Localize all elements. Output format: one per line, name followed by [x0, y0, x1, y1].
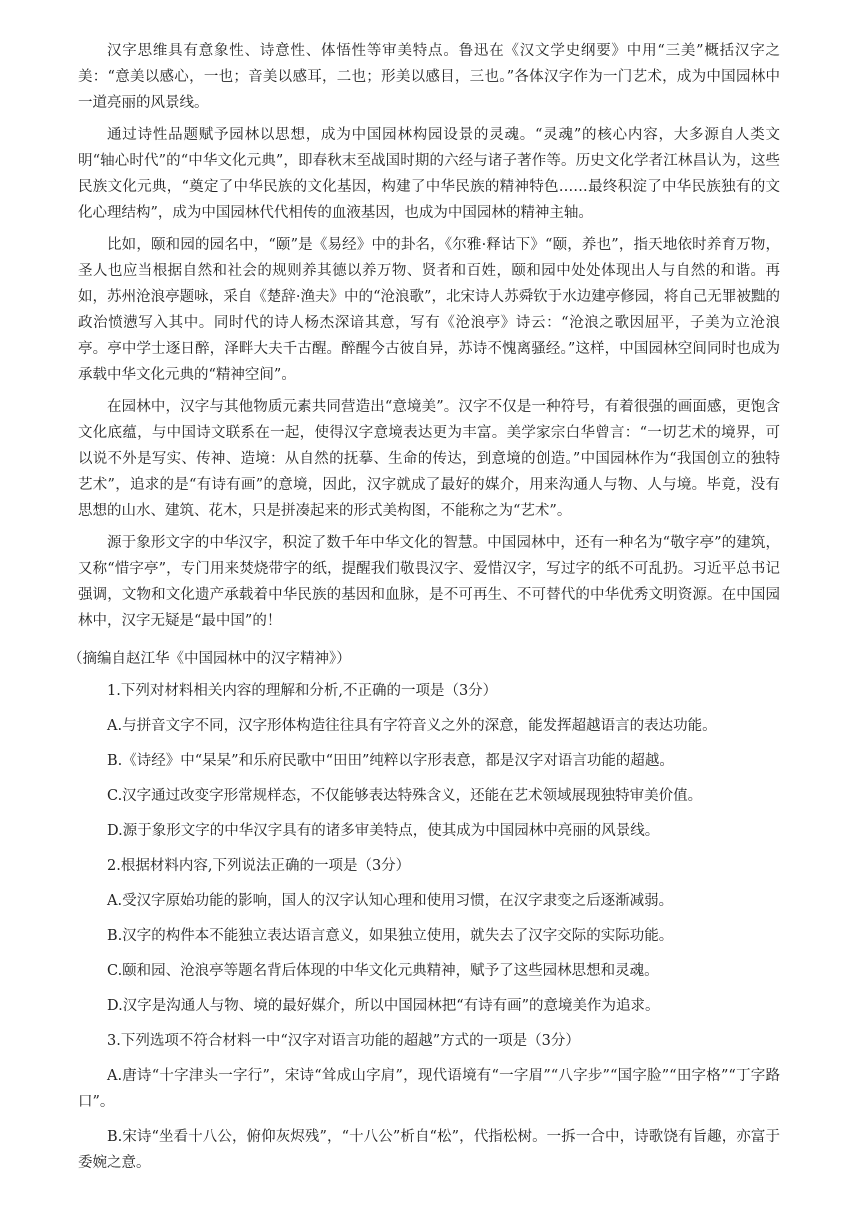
- article-paragraph-3: 比如，颐和园的园名中，“颐”是《易经》中的卦名，《尔雅·释诂下》“颐，养也”，指天地依时养育万物，圣人也应当根据自然和社会的规则养其德以养万物、贤者和百姓，颐和园中处处体现出人与自然的和谐。再如，苏州沧浪亭题咏，采自《楚辞·渔夫》中的“沧浪歌”，北宋诗人苏舜钦于水边建亭修园，将自己无罪被黜的政治愤懑写入其中。同时代的诗人杨杰深谙其意，写有《沧浪亭》诗云：“沧浪之歌因屈平，子美为立沧浪亭。亭中学士逐日醉，泽畔大夫千古醒。醉醒今古彼自异，苏诗不愧离骚经。”这样，中国园林空间同时也成为承载中华文化元典的“精神空间”。: [78, 237, 780, 383]
- question-3-option-b: B.宋诗“坐看十八公，俯仰灰烬残”，“十八公”析自“松”，代指松树。一拆一合中，诗歌饶有旨趣，亦富于委婉之意。: [78, 1129, 780, 1171]
- article-paragraph-1: 汉字思维具有意象性、诗意性、体悟性等审美特点。鲁迅在《汉文学史纲要》中用“三美”概括汉字之美：“意美以感心，一也；音美以感耳，二也；形美以感目，三也。”各体汉字作为一门艺术，成为中国园林中一道亮丽的风景线。: [78, 43, 780, 111]
- article-paragraph-2: 通过诗性品题赋予园林以思想，成为中国园林构园设景的灵魂。“灵魂”的核心内容，大多源自人类文明“轴心时代”的“中华文化元典”，即春秋末至战国时期的六经与诸子著作等。历史文化学者江林昌认为，这些民族文化元典，“奠定了中华民族的文化基因，构建了中华民族的精神特色……最终积淀了中华民族独有的文化心理结构”，成为中国园林代代相传的血液基因，也成为中国园林的精神主轴。: [78, 127, 780, 221]
- document-page: [68, 38, 780, 1185]
- article-paragraph-4: 在园林中，汉字与其他物质元素共同营造出“意境美”。汉字不仅是一种符号，有着很强的画面感，更饱含文化底蕴，与中国诗文联系在一起，使得汉字意境表达更为丰富。美学家宗白华曾言：“一切艺术的境界，可以说不外是写实、传神、造境：从自然的抚摹、生命的传达，到意境的创造。”中国园林作为“我国创立的独特艺术”，追求的是“有诗有画”的意境，因此，汉字就成了最好的媒介，用来沟通人与物、人与境。毕竟，没有思想的山水、建筑、花木，只是拼凑起来的形式美构图，不能称之为“艺术”。: [78, 399, 780, 519]
- question-2-stem: 2.根据材料内容,下列说法正确的一项是（3分）: [107, 858, 411, 874]
- question-2-option-c: C.颐和园、沧浪亭等题名背后体现的中华文化元典精神，赋予了这些园林思想和灵魂。: [107, 963, 659, 979]
- question-1-stem: 1.下列对材料相关内容的理解和分析,不正确的一项是（3分）: [107, 683, 498, 699]
- article-paragraph-5: 源于象形文字的中华汉字，积淀了数千年中华文化的智慧。中国园林中，还有一种名为“敬字亭”的建筑，又称“惜字亭”，专门用来焚烧带字的纸，提醒我们敬畏汉字、爱惜汉字，写过字的纸不可乱扔。习近平总书记强调，文物和文化遗产承载着中华民族的基因和血脉，是不可再生、不可替代的中华优秀文明资源。在中国园林中，汉字无疑是“最中国”的！: [78, 535, 780, 629]
- question-1-option-c: C.汉字通过改变字形常规样态，不仅能够表达特殊含义，还能在艺术领域展现独特审美价值。: [107, 788, 703, 804]
- question-2-option-a: A.受汉字原始功能的影响，国人的汉字认知心理和使用习惯，在汉字隶变之后逐渐减弱。: [107, 893, 674, 909]
- question-1-option-b: B.《诗经》中“杲杲”和乐府民歌中“田田”纯粹以字形表意，都是汉字对语言功能的超越。: [107, 753, 674, 769]
- question-2-option-d: D.汉字是沟通人与物、境的最好媒介，所以中国园林把“有诗有画”的意境美作为追求。: [107, 998, 660, 1014]
- question-2-option-b: B.汉字的构件本不能独立表达语言意义，如果独立使用，就失去了汉字交际的实际功能。: [107, 928, 674, 944]
- question-1-option-d: D.源于象形文字的中华汉字具有的诸多审美特点，使其成为中国园林中亮丽的风景线。: [107, 823, 660, 839]
- article-source: （摘编自赵江华《中国园林中的汉字精神》）: [68, 651, 351, 667]
- question-3-stem: 3.下列选项不符合材料一中“汉字对语言功能的超越”方式的一项是（3分）: [107, 1033, 580, 1049]
- question-3-option-a: A.唐诗“十字津头一字行”，宋诗“耸成山字肩”，现代语境有“一字眉”“八字步”“国字脸”“田字格”“丁字路口”。: [78, 1068, 780, 1110]
- question-1-option-a: A.与拼音文字不同，汉字形体构造往往具有字符音义之外的深意，能发挥超越语言的表达功能。: [107, 718, 717, 734]
